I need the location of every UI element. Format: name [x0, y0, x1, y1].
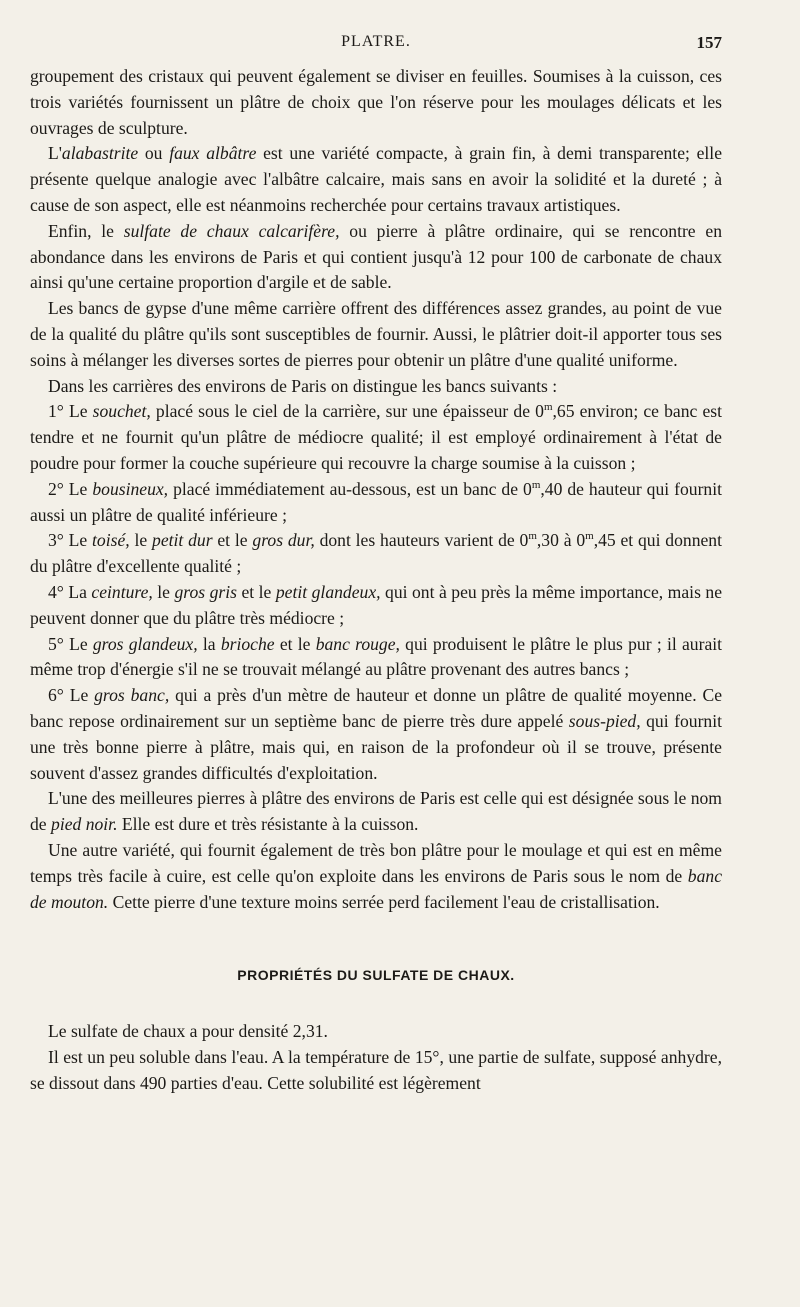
list-item: 4° La ceinture, le gros gris et le petit glandeux, qui ont à peu près la même importance, mais ne peuvent donner que du plâtre très médiocre ; [30, 581, 723, 628]
term-italic: banc de mouton. [30, 865, 722, 912]
paragraph: groupement des cristaux qui peuvent également se diviser en feuilles. Soumises à la cuisson, ces trois variétés fournissent un plâtre de choix que l'on réserve pour les moulages délicats et les ouvrages de sculpture. [30, 66, 722, 138]
list-item: 2° Le bousineux, placé immédiatement au-dessous, est un banc de 0$^m$,40 de hauteur qui fournit aussi un plâtre de qualité inférieure ; [30, 478, 722, 525]
list-item: 3° Le toisé, le petit dur et le gros dur, dont les hauteurs varient de 0$^m$,30 à 0$^m$,45 et qui donnent du plâtre d'excellente qualité ; [30, 530, 722, 577]
list-item: 6° Le gros banc, qui a près d'un mètre de hauteur et donne un plâtre de qualité moyenne. Ce banc repose ordinairement sur un septième banc de pierre très dure appelé sous-pied, qui fournit une très bonne pierre à plâtre, mais qui, en raison de la profondeur où il se trouve, présente souvent d'assez grandes difficultés d'exploitation. [30, 685, 723, 783]
term-italic: gros banc, [94, 685, 170, 706]
paragraph: Les bancs de gypse d'une même carrière offrent des différences assez grandes, au point de vue de la qualité du plâtre qu'ils sont susceptibles de fournir. Aussi, le plâtrier doit-il apporter tous ses soins à mélanger les diverses sortes de pierres pour obtenir un plâtre d'une qualité uniforme. [30, 298, 722, 370]
paragraph: Il est un peu soluble dans l'eau. A la température de 15°, une partie de sulfate, supposé anhydre, se dissout dans 490 parties d'eau. Cette solubilité est légèrement [30, 1046, 722, 1093]
term-italic: petit glandeux, [275, 581, 381, 602]
term-italic: bousineux, [92, 478, 169, 499]
list-item: 5° Le gros glandeux, la brioche et le banc rouge, qui produisent le plâtre le plus pur ; il aurait même trop d'énergie s'il ne se trouvait mélangé au plâtre provenant des autres bancs ; [30, 633, 723, 680]
term-italic: gros glandeux, [92, 633, 198, 654]
term-italic: pied noir. [51, 814, 118, 835]
running-head [30, 33, 722, 59]
term-italic: alabastrite [61, 143, 139, 164]
term-italic: banc rouge, [315, 633, 400, 654]
term-italic: toisé, [92, 530, 130, 551]
paragraph: Enfin, le sulfate de chaux calcarifère, ou pierre à plâtre ordinaire, qui se rencontre en abondance dans les environs de Paris et qui contient jusqu'à 12 pour 100 de carbonate de chaux ainsi qu'une certaine proportion d'argile et de sable. [30, 220, 722, 293]
paragraph: L'alabastrite ou faux albâtre est une variété compacte, à grain fin, à demi transparente; elle présente quelque analogie avec l'albâtre calcaire, mais sans en avoir la solidité et la dureté ; à cause de son aspect, elle est néanmoins recherchée pour certains travaux artistiques. [30, 143, 723, 215]
term-italic: gros gris [174, 581, 237, 602]
paragraph: Le sulfate de chaux a pour densité 2,31. [48, 1021, 328, 1042]
term-italic: souchet, [92, 401, 151, 422]
term-italic: faux albâtre [169, 143, 257, 164]
term-italic: petit dur [152, 530, 213, 551]
term-italic: gros dur, [252, 530, 315, 551]
paragraph: Dans les carrières des environs de Paris on distingue les bancs suivants : [48, 375, 558, 396]
page-number: 157 [696, 33, 722, 52]
paragraph: L'une des meilleures pierres à plâtre des environs de Paris est celle qui est désignée sous le nom de pied noir. Elle est dure et très résistante à la cuisson. [30, 788, 722, 835]
running-title: PLATRE. [341, 33, 411, 50]
term-italic: ceinture, [91, 581, 153, 602]
term-italic: sulfate de chaux calcarifère, [123, 220, 340, 241]
paragraph: Une autre variété, qui fournit également de très bon plâtre pour le moulage et qui est en même temps très facile à cuire, est celle qu'on exploite dans les environs de Paris sous le nom de banc de mouton. Cette pierre d'une texture moins serrée perd facilement l'eau de cristallisation. [30, 839, 722, 912]
term-italic: brioche [220, 633, 275, 654]
term-italic: sous-pied, [568, 710, 641, 731]
section-heading: PROPRIÉTÉS DU SULFATE DE CHAUX. [237, 967, 515, 984]
body-text [30, 64, 722, 1096]
list-item: 1° Le souchet, placé sous le ciel de la carrière, sur une épaisseur de 0$^m$,65 environ; ce banc est tendre et ne fournit qu'un plâtre de médiocre qualité; il est employé ordinairement à l'état de poudre pour former la couche supérieure qui recouvre la charge soumise à la cuisson ; [30, 401, 722, 473]
